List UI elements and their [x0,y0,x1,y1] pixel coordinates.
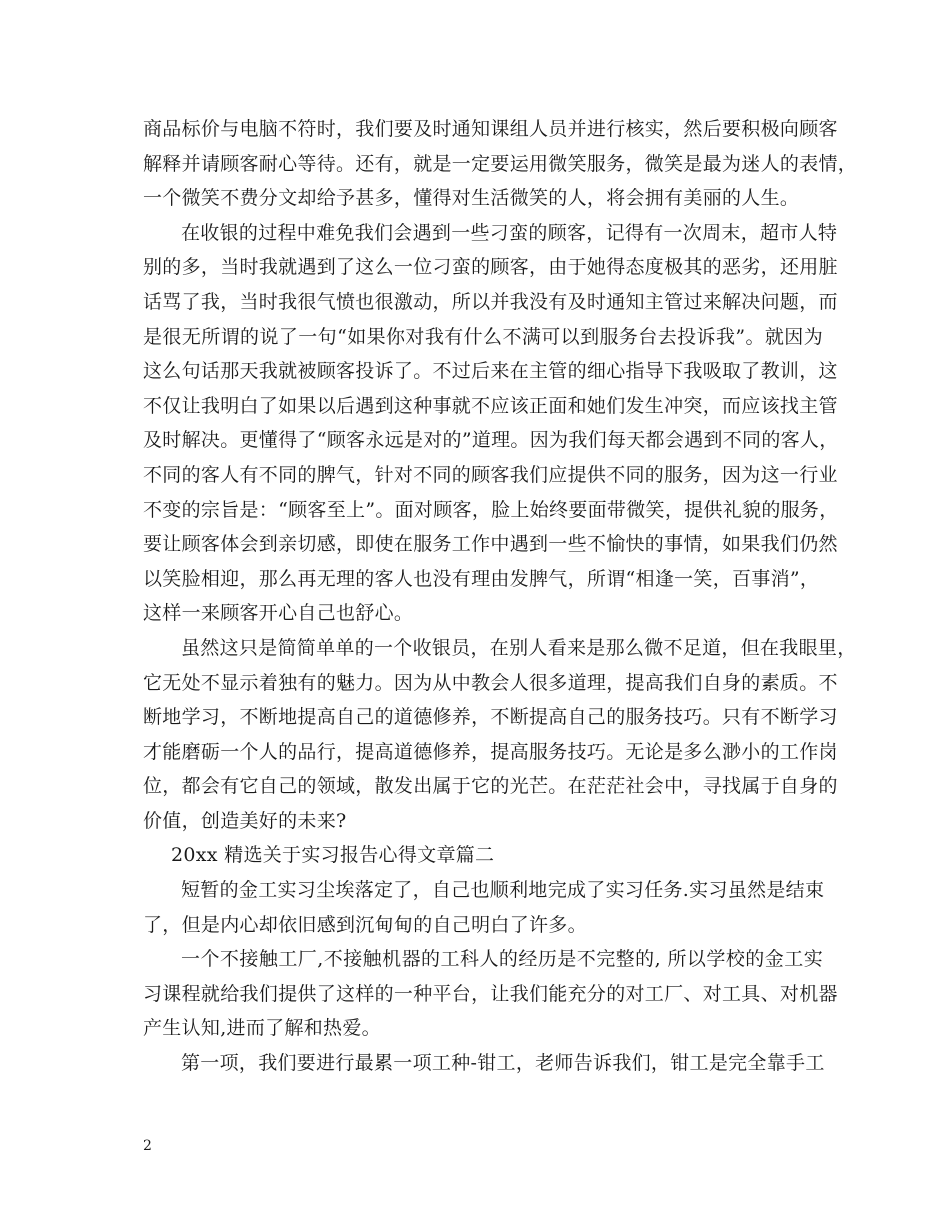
paragraph-line: 短暂的金工实习尘埃落定了，自己也顺利地完成了实习任务.实习虽然是结束 [181,879,825,902]
paragraph-line: 它无处不显示着独有的魅力。因为从中教会人很多道理，提高我们自身的素质。不 [143,671,838,694]
paragraph-line: 不变的宗旨是：“顾客至上”。面对顾客，脸上始终要面带微笑，提供礼貌的服务， [143,498,839,521]
paragraph-line: 及时解决。更懂得了“顾客永远是对的”道理。因为我们每天都会遇到不同的客人， [143,429,839,452]
section-heading: 20xx 精选关于实习报告心得文章篇二 [171,844,495,867]
paragraph-line: 习课程就给我们提供了这样的一种平台，让我们能充分的对工厂、对工具、对机器 [143,982,838,1005]
paragraph-line: 产生认知,进而了解和热爱。 [143,1017,381,1040]
paragraph-line: 以笑脸相迎，那么再无理的客人也没有理由发脾气，所谓“相逢一笑，百事消”， [143,567,820,590]
paragraph-line: 这么句话那天我就被顾客投诉了。不过后来在主管的细心指导下我吸取了教训，这 [143,360,838,383]
paragraph-line: 要让顾客体会到亲切感，即使在服务工作中遇到一些不愉快的事情，如果我们仍然 [143,533,838,556]
page-number: 2 [143,1138,152,1154]
paragraph-line: 了，但是内心却依旧感到沉甸甸的自己明白了许多。 [143,913,587,936]
paragraph-line: 不仅让我明白了如果以后遇到这种事就不应该正面和她们发生冲突，而应该找主管 [143,394,838,417]
paragraph-line: 商品标价与电脑不符时，我们要及时通知课组人员并进行核实，然后要积极向顾客 [143,118,838,140]
paragraph-line: 在收银的过程中难免我们会遇到一些刁蛮的顾客，记得有一次周末，超市人特 [181,221,838,244]
paragraph-line: 第一项，我们要进行最累一项工种-钳工，老师告诉我们，钳工是完全靠手工 [181,1052,825,1075]
paragraph-line: 虽然这只是简简单单的一个收银员，在别人看来是那么微不足道，但在我眼里， [181,636,857,659]
paragraph-line: 解释并请顾客耐心等待。还有，就是一定要运用微笑服务，微笑是最为迷人的表情， [143,152,858,175]
body-text [143,112,858,1081]
paragraph-line: 价值，创造美好的未来? [143,809,347,832]
paragraph-line: 位，都会有它自己的领域，散发出属于它的光芒。在茫茫社会中，寻找属于自身的 [143,775,838,798]
paragraph-line: 这样一来顾客开心自己也舒心。 [143,602,414,625]
paragraph-line: 别的多，当时我就遇到了这么一位刁蛮的顾客，由于她得态度极其的恶劣，还用脏 [143,256,838,279]
paragraph-line: 不同的客人有不同的脾气，针对不同的顾客我们应提供不同的服务，因为这一行业 [143,463,838,486]
paragraph-line: 是很无所谓的说了一句“如果你对我有什么不满可以到服务台去投诉我”。就因为 [143,325,823,348]
paragraph-line: 才能磨砺一个人的品行，提高道德修养，提高服务技巧。无论是多么渺小的工作岗 [143,740,838,763]
paragraph-line: 一个不接触工厂,不接触机器的工科人的经历是不完整的, 所以学校的金工实 [181,948,823,971]
paragraph-line: 断地学习，不断地提高自己的道德修养，不断提高自己的服务技巧。只有不断学习 [143,706,838,729]
paragraph-line: 话骂了我，当时我很气愤也很激动，所以并我没有及时通知主管过来解决问题，而 [143,290,838,313]
paragraph-line: 一个微笑不费分文却给予甚多，懂得对生活微笑的人，将会拥有美丽的人生。 [143,187,800,210]
